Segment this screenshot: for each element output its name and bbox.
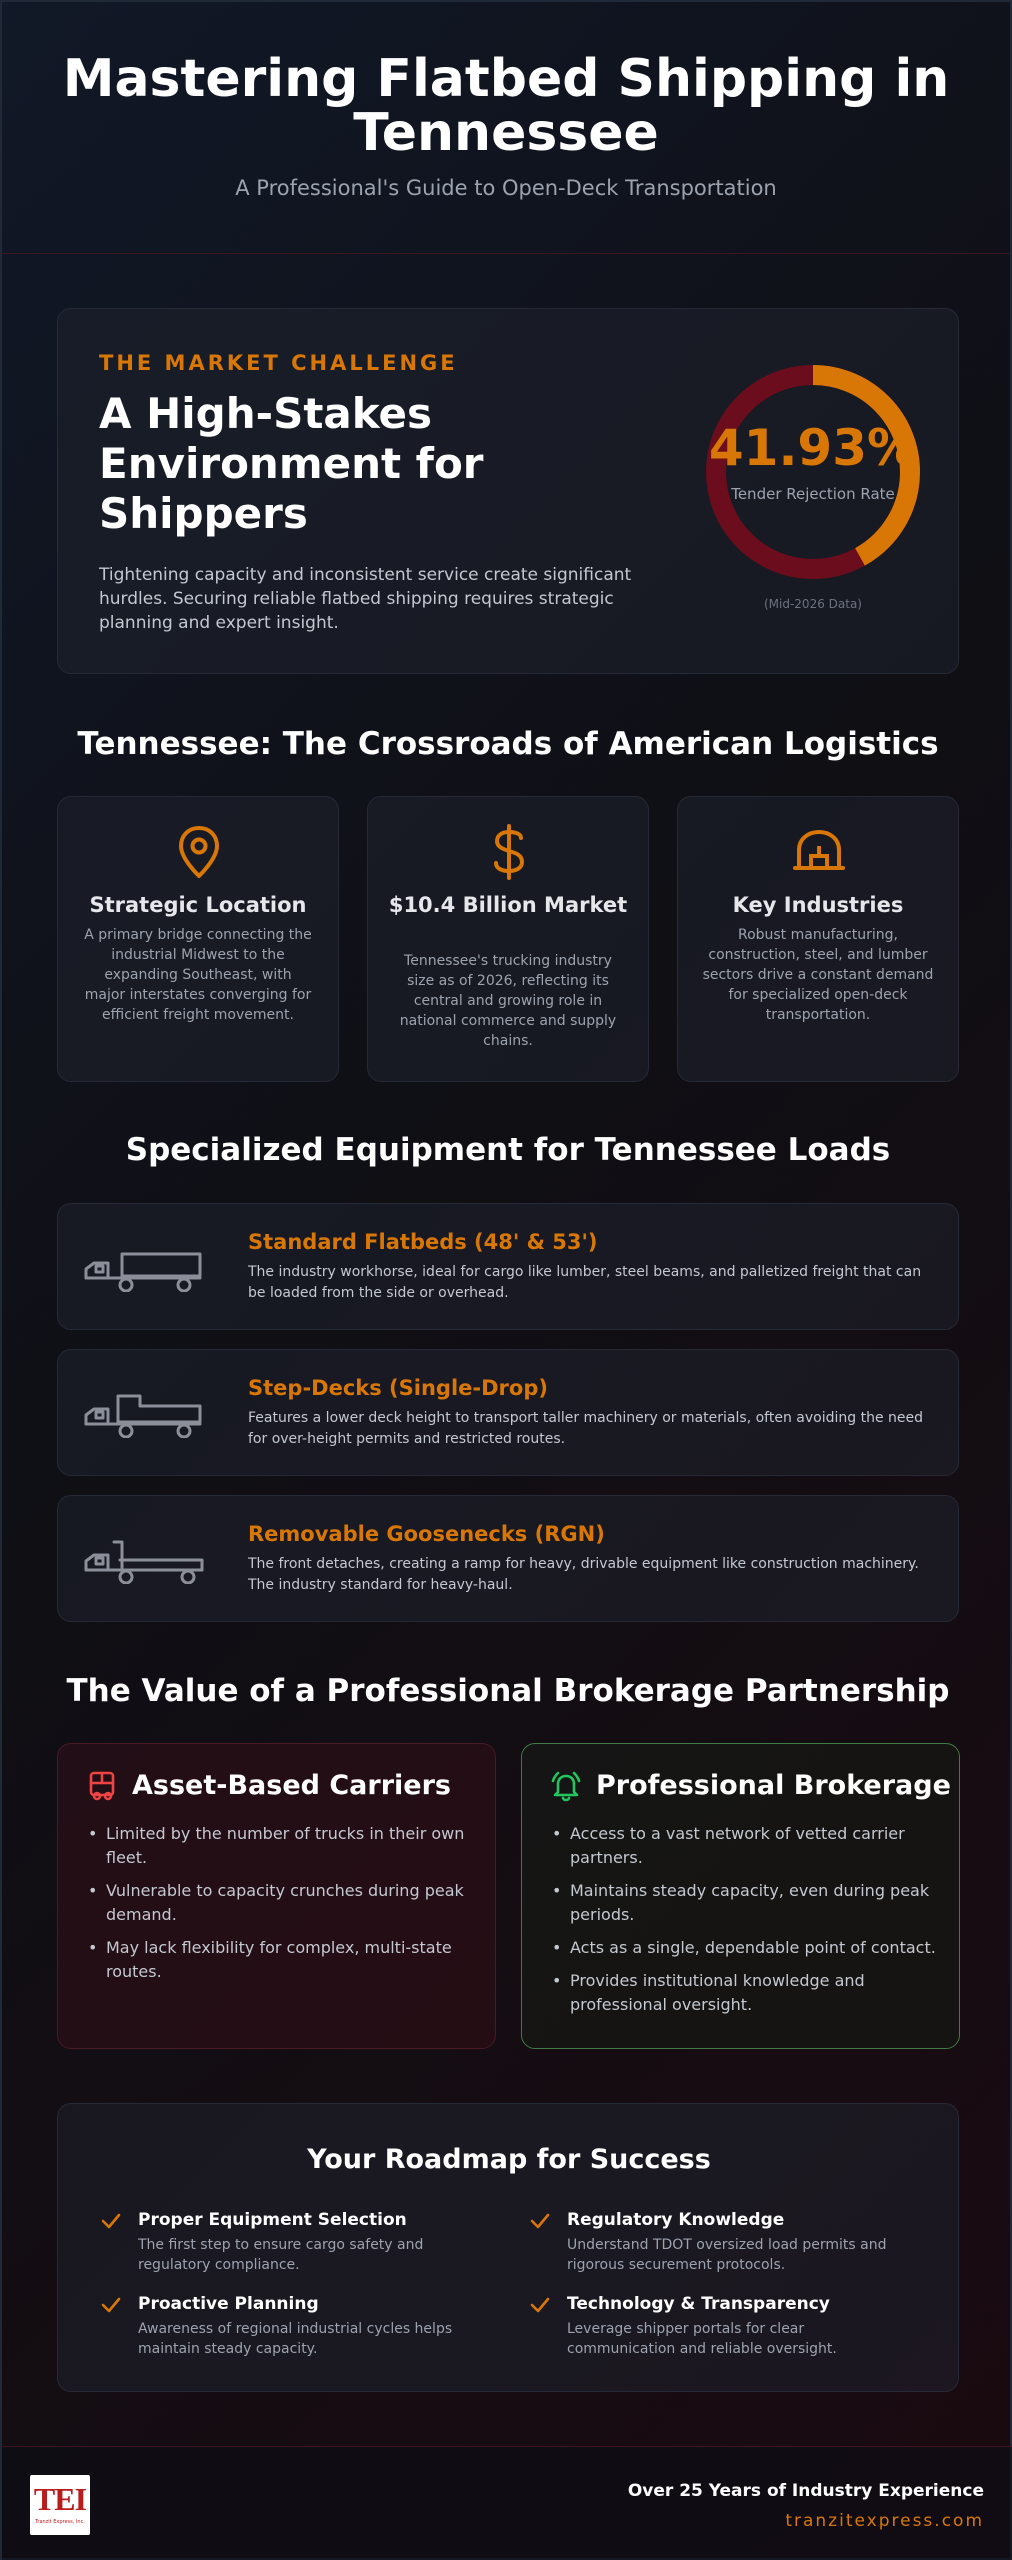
broker-points bbox=[550, 1822, 940, 2026]
list-item: • Maintains steady capacity, even during peak periods. bbox=[550, 1879, 940, 1927]
roadmap-title: Your Roadmap for Success bbox=[307, 2144, 711, 2175]
equipment-section-title: Specialized Equipment for Tennessee Loads bbox=[125, 1132, 891, 1168]
list-item: • May lack flexibility for complex, multi-state routes. bbox=[86, 1936, 476, 1984]
card-title: $10.4 Billion Market bbox=[388, 893, 628, 917]
tennessee-section-title: Tennessee: The Crossroads of American Logistics bbox=[77, 726, 939, 762]
strategic-location-card bbox=[57, 796, 339, 1082]
equipment-title: Step-Decks (Single-Drop) bbox=[248, 1376, 548, 1400]
website-link[interactable]: tranzitexpress.com bbox=[785, 2511, 984, 2531]
list-item: • Vulnerable to capacity crunches during peak demand. bbox=[86, 1879, 476, 1927]
equipment-text: The industry workhorse, ideal for cargo like lumber, steel beams, and palletized freight that can be loaded from the side or overhead. bbox=[248, 1264, 922, 1301]
step-title: Proper Equipment Selection bbox=[138, 2210, 407, 2230]
experience-text: Over 25 Years of Industry Experience bbox=[627, 2481, 984, 2501]
list-item: • Acts as a single, dependable point of contact. bbox=[550, 1936, 940, 1960]
map-pin-icon bbox=[169, 822, 229, 882]
roadmap-card bbox=[57, 2103, 959, 2392]
list-item: • Access to a vast network of vetted carrier partners. bbox=[550, 1822, 940, 1870]
page-title: Mastering Flatbed Shipping in Tennessee bbox=[62, 49, 950, 163]
asset-points bbox=[86, 1822, 476, 1993]
brokerage-section-title: The Value of a Professional Brokerage Partnership bbox=[66, 1673, 950, 1709]
factory-icon bbox=[789, 822, 849, 882]
step-text: Awareness of regional industrial cycles helps maintain steady capacity. bbox=[138, 2321, 453, 2357]
flatbed-truck-icon bbox=[84, 1246, 206, 1292]
page-footer bbox=[2, 2446, 1012, 2560]
market-challenge-card bbox=[57, 308, 959, 674]
equipment-row-rgn bbox=[57, 1495, 959, 1622]
card-text: Robust manufacturing, construction, steel, and lumber sectors drive a constant demand for specialized open-deck transportation. bbox=[702, 927, 934, 1023]
hero-header bbox=[2, 2, 1010, 254]
metric-note: (Mid-2026 Data) bbox=[763, 597, 862, 611]
dollar-icon bbox=[479, 822, 539, 882]
rgn-truck-icon bbox=[84, 1538, 206, 1584]
checkmark-icon bbox=[529, 2294, 551, 2316]
broker-title: Professional Brokerage bbox=[596, 1770, 951, 1801]
truck-icon bbox=[86, 1770, 118, 1802]
step-title: Technology & Transparency bbox=[567, 2294, 830, 2314]
metric-value: 41.93% bbox=[708, 419, 918, 477]
tender-rejection-donut bbox=[698, 357, 928, 587]
professional-brokerage-card bbox=[521, 1743, 960, 2049]
step-title: Proactive Planning bbox=[138, 2294, 319, 2314]
equipment-text: The front detaches, creating a ramp for heavy, drivable equipment like construction machinery. The industry standard for heavy-haul. bbox=[248, 1556, 919, 1593]
asset-title: Asset-Based Carriers bbox=[132, 1770, 451, 1801]
page-subtitle: A Professional's Guide to Open-Deck Transportation bbox=[235, 176, 777, 200]
logo-subtext: Tranzit Express, Inc. bbox=[35, 2519, 85, 2525]
card-text: A primary bridge connecting the industrial Midwest to the expanding Southeast, with major interstates converging for efficient freight movement. bbox=[84, 927, 312, 1023]
step-text: Understand TDOT oversized load permits and rigorous securement protocols. bbox=[567, 2237, 887, 2273]
card-title: Key Industries bbox=[732, 893, 904, 917]
equipment-row-flatbed bbox=[57, 1203, 959, 1330]
bell-icon bbox=[550, 1770, 582, 1802]
market-size-card bbox=[367, 796, 649, 1082]
step-text: The first step to ensure cargo safety and regulatory compliance. bbox=[138, 2237, 424, 2273]
equipment-title: Removable Goosenecks (RGN) bbox=[248, 1522, 605, 1546]
checkmark-icon bbox=[529, 2210, 551, 2232]
equipment-title: Standard Flatbeds (48' & 53') bbox=[248, 1230, 598, 1254]
equipment-row-step-deck bbox=[57, 1349, 959, 1476]
challenge-heading: A High-Stakes Environment for Shippers bbox=[99, 389, 484, 538]
list-item: • Limited by the number of trucks in their own fleet. bbox=[86, 1822, 476, 1870]
equipment-text: Features a lower deck height to transport taller machinery or materials, often avoiding the need for over-height permits and restricted routes. bbox=[248, 1410, 923, 1447]
logo-mark: TEI bbox=[33, 2481, 87, 2517]
step-deck-truck-icon bbox=[84, 1392, 206, 1438]
checkmark-icon bbox=[100, 2294, 122, 2316]
challenge-description: Tightening capacity and inconsistent service create significant hurdles. Securing reliable flatbed shipping requires strategic planning and expert insight. bbox=[99, 565, 632, 633]
card-title: Strategic Location bbox=[89, 893, 307, 917]
list-item: • Provides institutional knowledge and professional oversight. bbox=[550, 1969, 940, 2017]
metric-label: Tender Rejection Rate bbox=[731, 485, 895, 503]
checkmark-icon bbox=[100, 2210, 122, 2232]
step-text: Leverage shipper portals for clear communication and reliable oversight. bbox=[567, 2321, 837, 2357]
card-text: Tennessee's trucking industry size as of 2026, reflecting its central and growing role in national commerce and supply chains. bbox=[399, 953, 617, 1049]
step-title: Regulatory Knowledge bbox=[567, 2210, 785, 2230]
challenge-eyebrow: THE MARKET CHALLENGE bbox=[99, 351, 458, 375]
asset-based-carriers-card bbox=[57, 1743, 496, 2049]
company-logo[interactable] bbox=[30, 2475, 90, 2535]
key-industries-card bbox=[677, 796, 959, 1082]
